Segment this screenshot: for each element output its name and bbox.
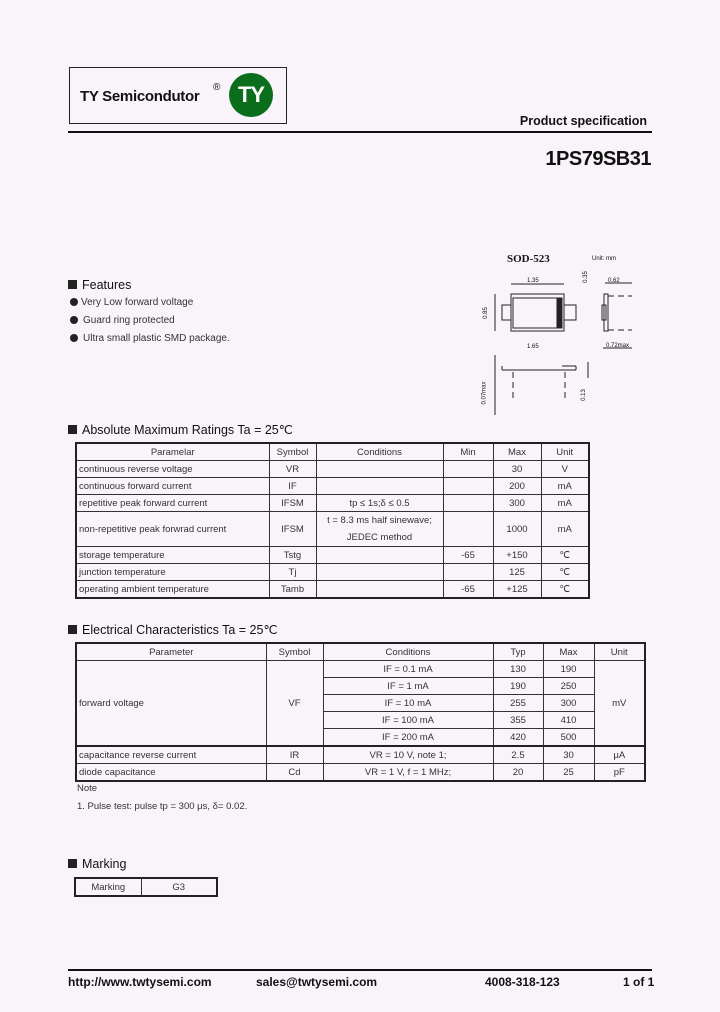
cell: Tamb (269, 581, 316, 599)
table-row (76, 495, 589, 512)
features-title: Features (82, 278, 132, 292)
dim-e: 0.72max (606, 343, 630, 349)
cell: 25 (543, 764, 594, 782)
cell (443, 495, 493, 512)
cell: 130 (493, 661, 543, 678)
note-text: 1. Pulse test: pulse tp = 300 μs, δ= 0.02. (77, 801, 248, 812)
marking-table (74, 877, 218, 897)
logo-icon: TY (229, 73, 273, 117)
cell: mV (594, 661, 645, 747)
feature-text: Very Low forward voltage (81, 297, 194, 308)
table-row (76, 661, 645, 678)
cell: continuous forward current (76, 478, 269, 495)
cell: mA (541, 478, 589, 495)
cell: pF (594, 764, 645, 782)
header-cell: Max (493, 443, 541, 461)
cell: IFSM (269, 512, 316, 547)
footer-phone: 4008-318-123 (485, 975, 560, 989)
header-cell: Unit (541, 443, 589, 461)
cell: IF = 10 mA (323, 695, 493, 712)
header-cell: Parameter (76, 643, 266, 661)
cell: 30 (493, 461, 541, 478)
cell: 250 (543, 678, 594, 695)
elec-heading (68, 622, 277, 637)
doc-type: Product specification (519, 114, 647, 128)
elec-table (75, 642, 646, 782)
package-outline-icon (470, 250, 660, 420)
features-heading (68, 278, 131, 292)
table-row (76, 478, 589, 495)
table-row (76, 461, 589, 478)
cell (316, 547, 443, 564)
cell: IF = 100 mA (323, 712, 493, 729)
cell: V (541, 461, 589, 478)
cell: 355 (493, 712, 543, 729)
table-row (76, 764, 645, 782)
cell: mA (541, 495, 589, 512)
cell: 300 (493, 495, 541, 512)
company-name: TY Semicondutor (80, 88, 200, 105)
cond-line: JEDEC method (346, 532, 413, 543)
dim-d: 1.65 (527, 344, 539, 350)
dim-f: 0.07max (481, 381, 488, 405)
cell: -65 (443, 581, 493, 599)
dim-a: 0.35 (582, 271, 589, 283)
registered-mark: ® (213, 82, 221, 93)
cell: storage temperature (76, 547, 269, 564)
cell: operating ambient temperature (76, 581, 269, 599)
cell: capacitance reverse current (76, 746, 266, 764)
cell: 500 (543, 729, 594, 747)
cell: mA (541, 512, 589, 547)
cell: 20 (493, 764, 543, 782)
cell (316, 564, 443, 581)
footer-divider (68, 969, 652, 971)
cell: ℃ (541, 547, 589, 564)
cell: IF (269, 478, 316, 495)
package-drawing (470, 250, 660, 420)
cell (443, 478, 493, 495)
cell: ℃ (541, 564, 589, 581)
header-cell: Paramelar (76, 443, 269, 461)
table-row (76, 512, 589, 547)
abs-max-title: Absolute Maximum Ratings Ta = 25℃ (82, 423, 293, 437)
cell: 190 (493, 678, 543, 695)
cell: ℃ (541, 581, 589, 599)
cell: VR (269, 461, 316, 478)
marking-heading (68, 857, 126, 871)
page-number: 1 of 1 (623, 975, 655, 989)
cell: IFSM (269, 495, 316, 512)
cell: 125 (493, 564, 541, 581)
table-row (76, 564, 589, 581)
cell: 2.5 (493, 746, 543, 764)
feature-text: Guard ring protected (83, 315, 175, 326)
elec-title: Electrical Characteristics Ta = 25℃ (82, 623, 278, 637)
cell: IF = 1 mA (323, 678, 493, 695)
cell: 255 (493, 695, 543, 712)
cond-line: t = 8.3 ms half sinewave; (327, 515, 432, 526)
footer-url[interactable]: http://www.twtysemi.com (68, 975, 212, 989)
note-title: Note (77, 783, 98, 794)
feature-item (70, 333, 230, 344)
cell (316, 478, 443, 495)
marking-value: G3 (141, 878, 217, 896)
cell: IR (266, 746, 323, 764)
dim-length: 1.35 (527, 278, 539, 284)
header-cell: Conditions (323, 643, 493, 661)
cell: Tj (269, 564, 316, 581)
cell: 30 (543, 746, 594, 764)
table-row (75, 878, 217, 896)
header-cell: Symbol (269, 443, 316, 461)
table-row (76, 746, 645, 764)
cell (316, 461, 443, 478)
feature-item (70, 297, 193, 308)
package-unit: Unit: mm (592, 256, 616, 262)
cell: continuous reverse voltage (76, 461, 269, 478)
table-header-row (76, 643, 645, 661)
footer-email[interactable]: sales@twtysemi.com (256, 975, 378, 989)
dim-c: 0.85 (482, 307, 489, 319)
feature-item (70, 315, 175, 326)
cell: IF = 200 mA (323, 729, 493, 747)
cell: μA (594, 746, 645, 764)
cell: VR = 1 V, f = 1 MHz; (323, 764, 493, 782)
cell: -65 (443, 547, 493, 564)
header-cell: Max (543, 643, 594, 661)
feature-text: Ultra small plastic SMD package. (83, 333, 230, 344)
header-cell: Conditions (316, 443, 443, 461)
cell: non-repetitive peak forwrad current (76, 512, 269, 547)
cell: +150 (493, 547, 541, 564)
cell: Tstg (269, 547, 316, 564)
header-divider (68, 131, 652, 133)
cell: VR = 10 V, note 1; (323, 746, 493, 764)
cell: repetitive peak forward current (76, 495, 269, 512)
cell: IF = 0.1 mA (323, 661, 493, 678)
dim-g: 0.13 (580, 389, 587, 401)
table-row (76, 581, 589, 599)
package-name: SOD-523 (507, 253, 550, 265)
cell (316, 512, 443, 547)
cell (443, 461, 493, 478)
abs-max-table (75, 442, 590, 599)
table-header-row (76, 443, 589, 461)
header-cell: Typ (493, 643, 543, 661)
marking-label: Marking (75, 878, 141, 896)
cell: 1000 (493, 512, 541, 547)
header-cell: Min (443, 443, 493, 461)
cell: tp ≤ 1s;δ ≤ 0.5 (316, 495, 443, 512)
table-row (76, 547, 589, 564)
cell: 410 (543, 712, 594, 729)
cell: 190 (543, 661, 594, 678)
cell: diode capacitance (76, 764, 266, 782)
cell: 420 (493, 729, 543, 747)
header-cell: Unit (594, 643, 645, 661)
dim-b: 0.62 (608, 278, 620, 284)
cell: forward voltage (76, 661, 266, 747)
cell: 200 (493, 478, 541, 495)
cell: Cd (266, 764, 323, 782)
abs-max-heading (68, 422, 293, 437)
cell (443, 564, 493, 581)
part-number: 1PS79SB31 (545, 148, 651, 170)
header-cell: Symbol (266, 643, 323, 661)
cell (316, 581, 443, 599)
cell: 300 (543, 695, 594, 712)
marking-title: Marking (82, 857, 127, 871)
cell: VF (266, 661, 323, 747)
cell: junction temperature (76, 564, 269, 581)
cell (443, 512, 493, 547)
cell: +125 (493, 581, 541, 599)
